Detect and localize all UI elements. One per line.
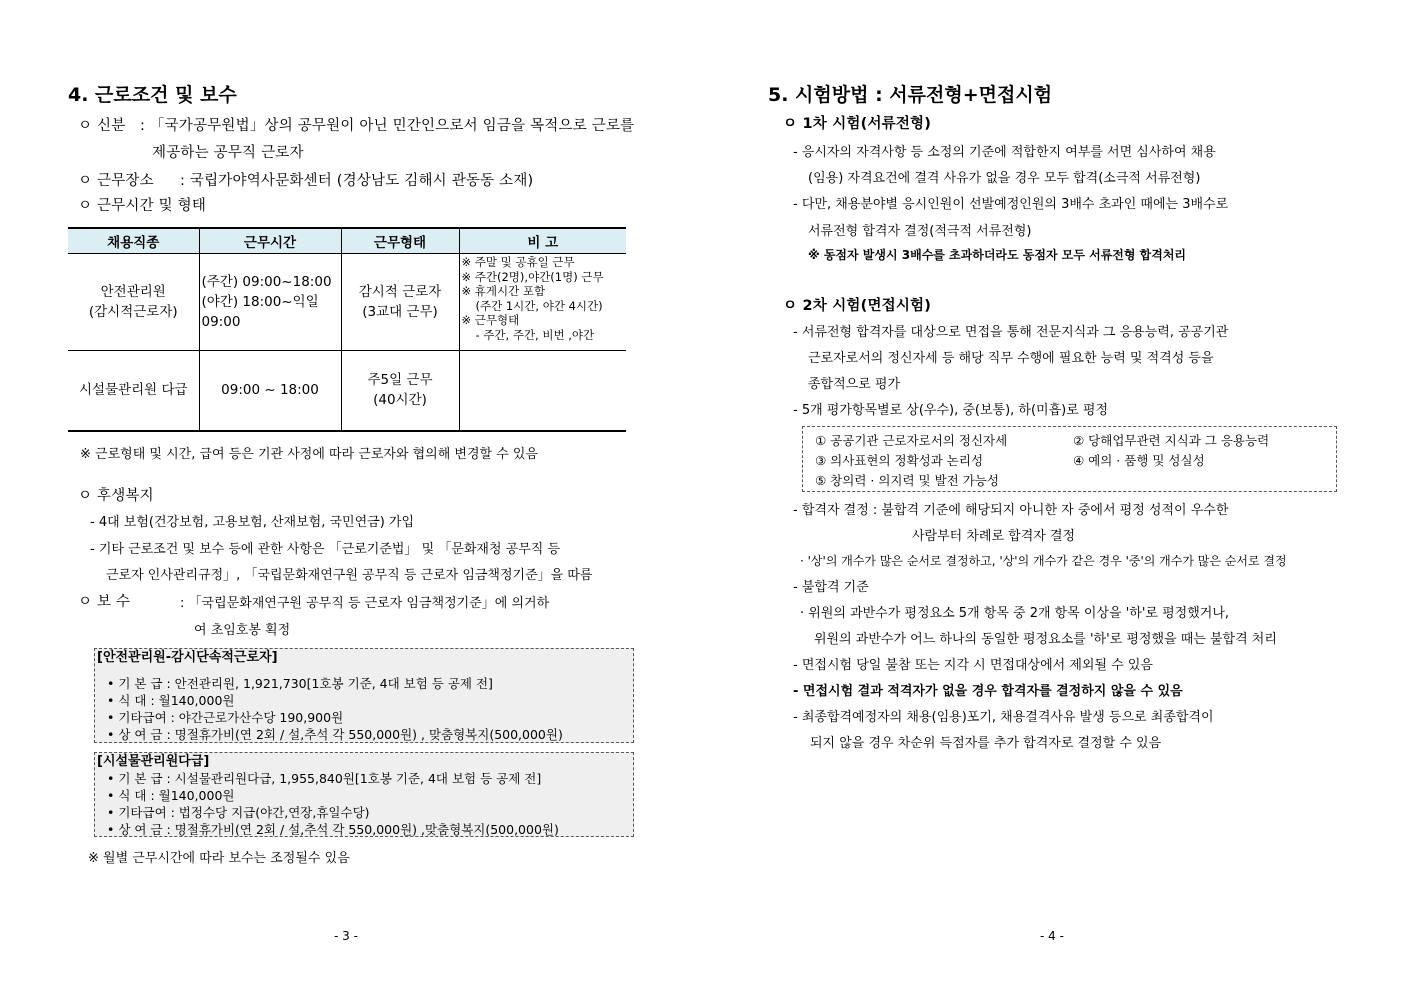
table-header-cell: 근무시간 (199, 228, 341, 254)
welfare-item-cont: 근로자 인사관리규정」, 「국립문화재연구원 공무직 등 근로자 임금책정기준」을 따름 (106, 568, 593, 583)
page-number: - 3 - (334, 929, 358, 943)
work-form-line1: 감시적 근로자 (358, 284, 442, 300)
stage1-item-cont: (임용) 자격요건에 결격 사유가 없을 경우 모두 합격(소극적 서류전형) (808, 171, 1201, 186)
work-form-line2: (3교대 근무) (362, 304, 438, 320)
table-cell (341, 351, 459, 431)
fail-criteria-cont: 위원의 과반수가 어느 하나의 동일한 평정요소를 '하'로 평정했을 때는 불합격 처리 (814, 632, 1277, 647)
stage1-item: - 응시자의 자격사항 등 소정의 기준에 적합한지 여부를 서면 심사하여 채용 (793, 145, 1216, 160)
salary-item: • 기타급여 : 야간근로가산수당 190,900원 (107, 710, 344, 725)
pay-text-line2: 여 초임호봉 획정 (194, 623, 291, 638)
stage1-item: - 다만, 채용분야별 응시인원이 선발예정인원의 3배수 초과인 때에는 3배수로 (793, 197, 1229, 212)
pay-label: ㅇ 보 수 (78, 594, 131, 610)
work-form-line1: 주5일 근무 (367, 372, 433, 389)
final-pass-rule: - 최종합격예정자의 채용(임용)포기, 채용결격사유 발생 등으로 최종합격이 (793, 710, 1214, 725)
workplace-label: ㅇ 근무장소 (78, 173, 154, 189)
salary-box-title: [안전관리원-감시단속적근로자] (97, 650, 278, 665)
salary-item: • 식 대 : 월140,000원 (107, 693, 235, 708)
table-cell (459, 351, 626, 431)
table-cell: 시설물관리원 다급 (68, 351, 199, 431)
stage1-heading: ㅇ 1차 시험(서류전형) (783, 116, 932, 132)
hours-heading: ㅇ 근무시간 및 형태 (78, 198, 207, 214)
no-qualified-rule: - 면접시험 결과 적격자가 없을 경우 합격자를 결정하지 않을 수 있음 (793, 684, 1183, 699)
work-time-line1: (주간) 09:00~18:00 (201, 274, 332, 290)
table-row (68, 254, 626, 351)
stage2-item: - 5개 평가항목별로 상(우수), 중(보통), 하(미흡)로 평정 (793, 403, 1109, 418)
welfare-item: - 4대 보험(건강보험, 고용보험, 산재보험, 국민연금) 가입 (90, 515, 415, 530)
absent-rule: - 면접시험 당일 불참 또는 지각 시 면접대상에서 제외될 수 있음 (793, 658, 1153, 673)
status-label: ㅇ 신분 (78, 118, 126, 134)
page-number: - 4 - (1040, 929, 1064, 943)
note-line: ※ 근무형태 (461, 313, 520, 327)
note-line: - 주간, 주간, 비번 ,야간 (475, 327, 595, 342)
stage2-item-cont: 종합적으로 평가 (808, 377, 901, 392)
criteria-item: ② 당해업무관련 지식과 그 응용능력 (1073, 433, 1270, 448)
note-line: ※ 주간(2명),야간(1명) 근무 (461, 269, 604, 284)
status-text-line2: 제공하는 공무직 근로자 (152, 145, 304, 161)
table-header-row (68, 228, 626, 254)
status-text-line1: : 「국가공무원법」상의 공무원이 아닌 민간인으로서 임금을 목적으로 근로를 (140, 118, 635, 134)
work-conditions-table (68, 227, 626, 432)
stage2-item: - 서류전형 합격자를 대상으로 면접을 통해 전문지식과 그 응용능력, 공공기관 (793, 325, 1229, 340)
left-section-heading: 4. 근로조건 및 보수 (68, 84, 237, 106)
pass-decision-cont: 사람부터 차례로 합격자 결정 (912, 529, 1076, 544)
salary-item: • 상 여 금 : 명절휴가비(연 2회 / 설,추석 각 550,000원) ,맞춤형복지(500,000원) (107, 822, 559, 837)
salary-item: • 상 여 금 : 명절휴가비(연 2회 / 설,추석 각 550,000원) , 맞춤형복지(500,000원) (107, 727, 563, 742)
criteria-item: ⑤ 창의력 · 의지력 및 발전 가능성 (815, 473, 999, 488)
pass-decision: - 합격자 결정 : 불합격 기준에 해당되지 아니한 자 중에서 평정 성적이 우수한 (793, 503, 1229, 518)
work-time-line2: (야간) 18:00~익일 09:00 (201, 294, 319, 330)
fail-criteria: · 위원의 과반수가 평정요소 5개 항목 중 2개 항목 이상을 '하'로 평정했거나, (800, 606, 1230, 621)
table-header-cell: 채용직종 (68, 228, 199, 254)
job-title-line2: (감시적근로자) (88, 304, 178, 320)
salary-box-title: [시설물관리원다급] (97, 754, 210, 769)
stage2-item-cont: 근로자로서의 정신자세 등 해당 직무 수행에 필요한 능력 및 적격성 등을 (808, 351, 1214, 366)
final-pass-rule-cont: 되지 않을 경우 차순위 득점자를 추가 합격자로 결정할 수 있음 (810, 736, 1162, 751)
table-header-cell: 근무형태 (341, 228, 459, 254)
note-line: ※ 주말 및 공휴일 근무 (461, 255, 575, 269)
stage2-heading: ㅇ 2차 시험(면접시험) (783, 298, 932, 314)
table-row (68, 351, 626, 431)
criteria-item: ③ 의사표현의 정확성과 논리성 (815, 453, 984, 468)
pay-text-line1: : 「국립문화재연구원 공무직 등 근로자 임금책정기준」에 의거하 (180, 596, 550, 611)
salary-item: • 기 본 급 : 안전관리원, 1,921,730[1호봉 기준, 4대 보험 등 공제 전] (107, 676, 493, 691)
salary-item: • 기 본 급 : 시설물관리원다급, 1,955,840원[1호봉 기준, 4대 보험 등 공제 전] (107, 771, 542, 786)
salary-item: • 식 대 : 월140,000원 (107, 788, 235, 803)
criteria-item: ① 공공기관 근로자로서의 정신자세 (815, 433, 1008, 448)
pass-note: · '상'의 개수가 많은 순서로 결정하고, '상'의 개수가 같은 경우 '중'의 개수가 많은 순서로 결정 (800, 554, 1287, 568)
stage1-note: ※ 동점자 발생시 3배수를 초과하더라도 동점자 모두 서류전형 합격처리 (808, 248, 1187, 262)
table-cell: 09:00 ~ 18:00 (199, 351, 341, 431)
table-header-cell: 비 고 (459, 228, 626, 254)
right-section-heading: 5. 시험방법 : 서류전형+면접시험 (768, 84, 1053, 106)
salary-box-safety (94, 648, 634, 743)
stage1-item-cont: 서류전형 합격자 결정(적극적 서류전형) (808, 224, 1032, 239)
table-cell (199, 254, 341, 351)
welfare-item: - 기타 근로조건 및 보수 등에 관한 사항은 「근로기준법」 및 「문화재청 공무직 등 (90, 542, 561, 557)
salary-box-facility (94, 752, 634, 837)
table-note: ※ 근로형태 및 시간, 급여 등은 기관 사정에 따라 근로자와 협의해 변경할 수 있음 (80, 447, 539, 462)
job-title-line1: 안전관리원 (100, 284, 166, 300)
evaluation-criteria-box (802, 426, 1337, 492)
table-cell (68, 254, 199, 351)
criteria-item: ④ 예의 · 품행 및 성실성 (1073, 453, 1205, 468)
workplace-value: : 국립가야역사문화센터 (경상남도 김해시 관동동 소재) (180, 173, 534, 189)
note-line: ※ 휴게시간 포함 (461, 284, 546, 298)
fail-heading: - 불합격 기준 (793, 580, 869, 595)
salary-item: • 기타급여 : 법정수당 지급(야간,연장,휴일수당) (107, 805, 370, 820)
welfare-heading: ㅇ 후생복지 (78, 488, 154, 504)
table-cell-notes (459, 254, 626, 351)
note-line: (주간 1시간, 야간 4시간) (475, 298, 603, 313)
table-cell (341, 254, 459, 351)
work-form-line2: (40시간) (373, 392, 427, 409)
salary-note: ※ 월별 근무시간에 따라 보수는 조정될수 있음 (88, 851, 350, 866)
